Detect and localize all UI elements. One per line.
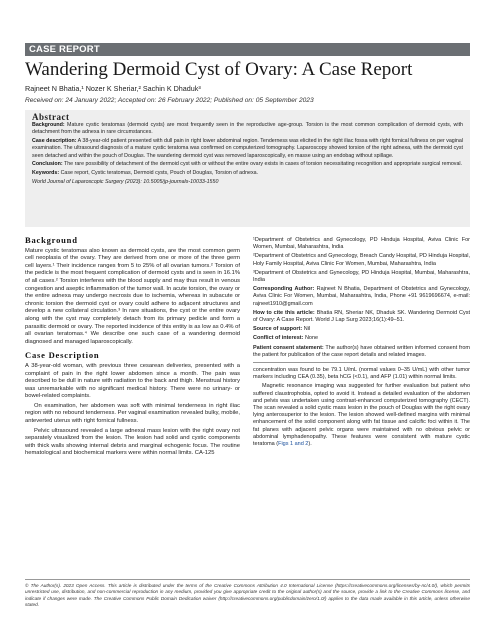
abstract-background-text: Mature cystic teratomas (dermoid cysts) are most frequently seen in the reproductive age-group. Torsion is the most common complication of dermoid cysts, with detachment from the adnexa in rare circumstances.: [32, 122, 463, 136]
body-paragraph-2-end: ).: [308, 441, 312, 448]
case-report-banner: CASE REPORT: [25, 43, 470, 56]
patient-consent-label: Patient consent statement:: [253, 344, 324, 351]
abstract-keywords-label: Keywords:: [32, 169, 60, 176]
abstract-box: [25, 110, 470, 227]
conflict-of-interest: [253, 335, 470, 342]
case-paragraph-2: On examination, her abdomen was soft with minimal tenderness in right iliac region with no rebound tenderness. Per vaginal examination revealed bulky, mobile, anteverted uterus with right fornical fullness.: [25, 402, 240, 425]
abstract-citation-text: World Journal of Laparoscopic Surgery (2023): 10.5005/jp-journals-10033-1550: [32, 178, 219, 185]
abstract-keywords: [32, 170, 463, 177]
left-column: [25, 237, 240, 460]
source-of-support: [253, 326, 470, 333]
case-paragraph-3: Pelvic ultrasound revealed a large adnexal mass lesion with the right ovary not separately visualized from the lesion. The lesion had solid and cystic components with thick walls showing internal debris and marginal echogenic focus. The routine hematological and biochemical markers were within normal limits. CA-125: [25, 427, 240, 457]
abstract-case-label: Case description:: [32, 138, 77, 145]
corresponding-author-label: Corresponding Author:: [253, 286, 315, 293]
author-list: Rajneet N Bhatia,¹ Nozer K Sheriar,² Sachin K Dhaduk³: [25, 84, 201, 93]
case-paragraph-1: A 38-year-old woman, with previous three cesarean deliveries, presented with a complaint of pain in the right lower abdomen since a month. The pain was described to be dull in nature with radiation to the back and thigh. Menstrual history was unremarkable with no significant medical history. There were no urinary- or bowel-related complaints.: [25, 362, 240, 400]
publication-dates: Received on: 24 January 2022; Accepted on: 26 February 2022; Published on: 05 September 2023: [25, 97, 314, 104]
conflict-of-interest-text: None: [304, 335, 319, 342]
abstract-keywords-text: Case report, Cystic teratomas, Dermoid cysts, Pouch of Douglas, Torsion of adnexa.: [60, 169, 259, 176]
affiliation-2: ²Department of Obstetrics and Gynecology, Breach Candy Hospital, PD Hinduja Hospital, Holy Family Hospital, Aviva Clinic For Women, Mumbai, Maharashtra, India: [253, 253, 470, 267]
patient-consent: [253, 345, 470, 359]
license-footer: © The Author(s). 2023 Open Access. This article is distributed under the terms of the Creative Commons Attribution 4.0 International License (https://creativecommons.org/licenses/by-nc/4.0/), which permits unrestricted use, distribution, and non-commercial reproduction in any medium, provided you give appropriate credit to the original author(s) and the source, provide a link to the Creative Commons license, and indicate if changes were made. The Creative Commons Public Domain Dedication waiver (http://creativecommons.org/publicdomain/zero/1.0/) applies to the data made available in this article, unless otherwise stated.: [25, 579, 470, 608]
abstract-citation: [32, 179, 463, 186]
background-heading: Background: [25, 235, 78, 245]
how-to-cite: [253, 310, 470, 324]
abstract-background-label: Background:: [32, 122, 65, 129]
article-title: Wandering Dermoid Cyst of Ovary: A Case Report: [25, 59, 413, 80]
background-paragraph: Mature cystic teratomas also known as dermoid cysts, are the most common germ cell neoplasia of the ovary. They are derived from one or more of the three germ cell layers.¹ Their incidence ranges from 5 to 25% of all ovarian tumors.² Torsion of the pedicle is the most frequent complication of dermoid cysts and is seen in 16.1% of all cases.² Torsion interferes with the blood supply and may thus result in venous congestion and aseptic inflammation of the tumor wall. In acute torsion, the ovary or the entire adnexa may undergo necrosis due to ischemia, whereas in subacute or chronic torsion the dermoid cyst or ovary could adhere to adjacent structures and develop a new collateral circulation.³ In rare situations, the cyst or the entire ovary along with the cyst may completely detach from its primary pedicle and form a parasitic dermoid or ovary. The reported incidence of this entity is as low as 0.4% of all ovarian teratomas.⁴ We describe one such case of a wandering dermoid diagnosed and managed laparoscopically.: [25, 247, 240, 345]
corresponding-author-text: Rajneet N Bhatia, Department of Obstetrics and Gynecology, Aviva Clinic For Women, Mumbai, Maharashtra, India, Phone +91 9619696674, e-mail: rajneet1910@gmail.com: [253, 286, 470, 307]
abstract-background: [32, 122, 463, 136]
corresponding-author: [253, 286, 470, 308]
abstract-heading: Abstract: [32, 112, 70, 122]
abstract-conclusion-text: The rare possibility of detachment of the dermoid cyst with or without the entire ovary exists in cases of torsion necessitating recognition and appropriate surgical removal.: [64, 161, 463, 168]
affiliation-3: ³Department of Obstetrics and Gynecology, PD Hinduja Hospital, Mumbai, Maharashtra, India: [253, 269, 470, 284]
body-paragraph-2: [253, 383, 470, 448]
abstract-conclusion: [32, 161, 463, 168]
patient-consent-text: The author(s) have obtained written informed consent from the patient for publication of the case report details and related images.: [253, 344, 470, 358]
column-divider: [253, 362, 470, 363]
abstract-case-text: A 38-year-old patient presented with dull pain in right lower abdominal region. Tenderness was elicited in the right iliac fossa with right fornical fullness on per vaginal examination. The ultrasound diagnosis of a mature cystic teratoma was confirmed on computerized tomography. Laparoscopy showed torsion of the right adnexa, with the dermoid cyst seen detached and within the pouch of Douglas. The wandering dermoid cyst was removed laparoscopically, en masse using an endobag without spillage.: [32, 138, 463, 159]
how-to-cite-label: How to cite this article:: [253, 309, 315, 316]
affiliation-1: ¹Department of Obstetrics and Gynecology, PD Hinduja Hospital, Aviva Clinic For Women, Mumbai, Maharashtra, India: [253, 237, 470, 251]
how-to-cite-text: Bhatia RN, Sheriar NK, Dhaduk SK. Wandering Dermoid Cyst of Ovary: A Case Report. World J Lap Surg 2023;16(1):49–51.: [253, 309, 470, 324]
source-of-support-label: Source of support:: [253, 326, 303, 333]
right-column: [253, 237, 470, 450]
abstract-conclusion-label: Conclusion:: [32, 161, 63, 168]
conflict-of-interest-label: Conflict of interest:: [253, 335, 304, 342]
abstract-case: [32, 138, 463, 160]
figure-reference-link[interactable]: Figs 1 and 2: [278, 441, 309, 448]
body-paragraph-2-start: Magnetic resonance imaging was suggested for further evaluation but patient who suffered claustrophobia, opted to avoid it. Instead a detailed evaluation of the abdomen and pelvis was undertaken using contrast-enhanced computerized tomography (CECT). The scan revealed a solid cystic mass lesion in the pouch of Douglas with the right ovary lying anterosuperior to the lesion. The lesion showed well-defined margins with minimal enhancement of the solid component along with fat tissue and calcific foci within it. The fat planes with adjacent pelvic organs were maintained with no obvious pelvic or abdominal lymphadenopathy. These features were consistent with mature cystic teratoma (: [253, 383, 470, 448]
case-description-heading: Case Description: [25, 350, 100, 361]
body-paragraph-1: concentration was found to be 79.1 U/mL (normal values 0–35 U/mL) with other tumor markers including CEA (0.35), beta hCG (<0.1), and AFP (1.01) within normal limits.: [253, 367, 470, 381]
source-of-support-text: Nil: [303, 326, 311, 333]
